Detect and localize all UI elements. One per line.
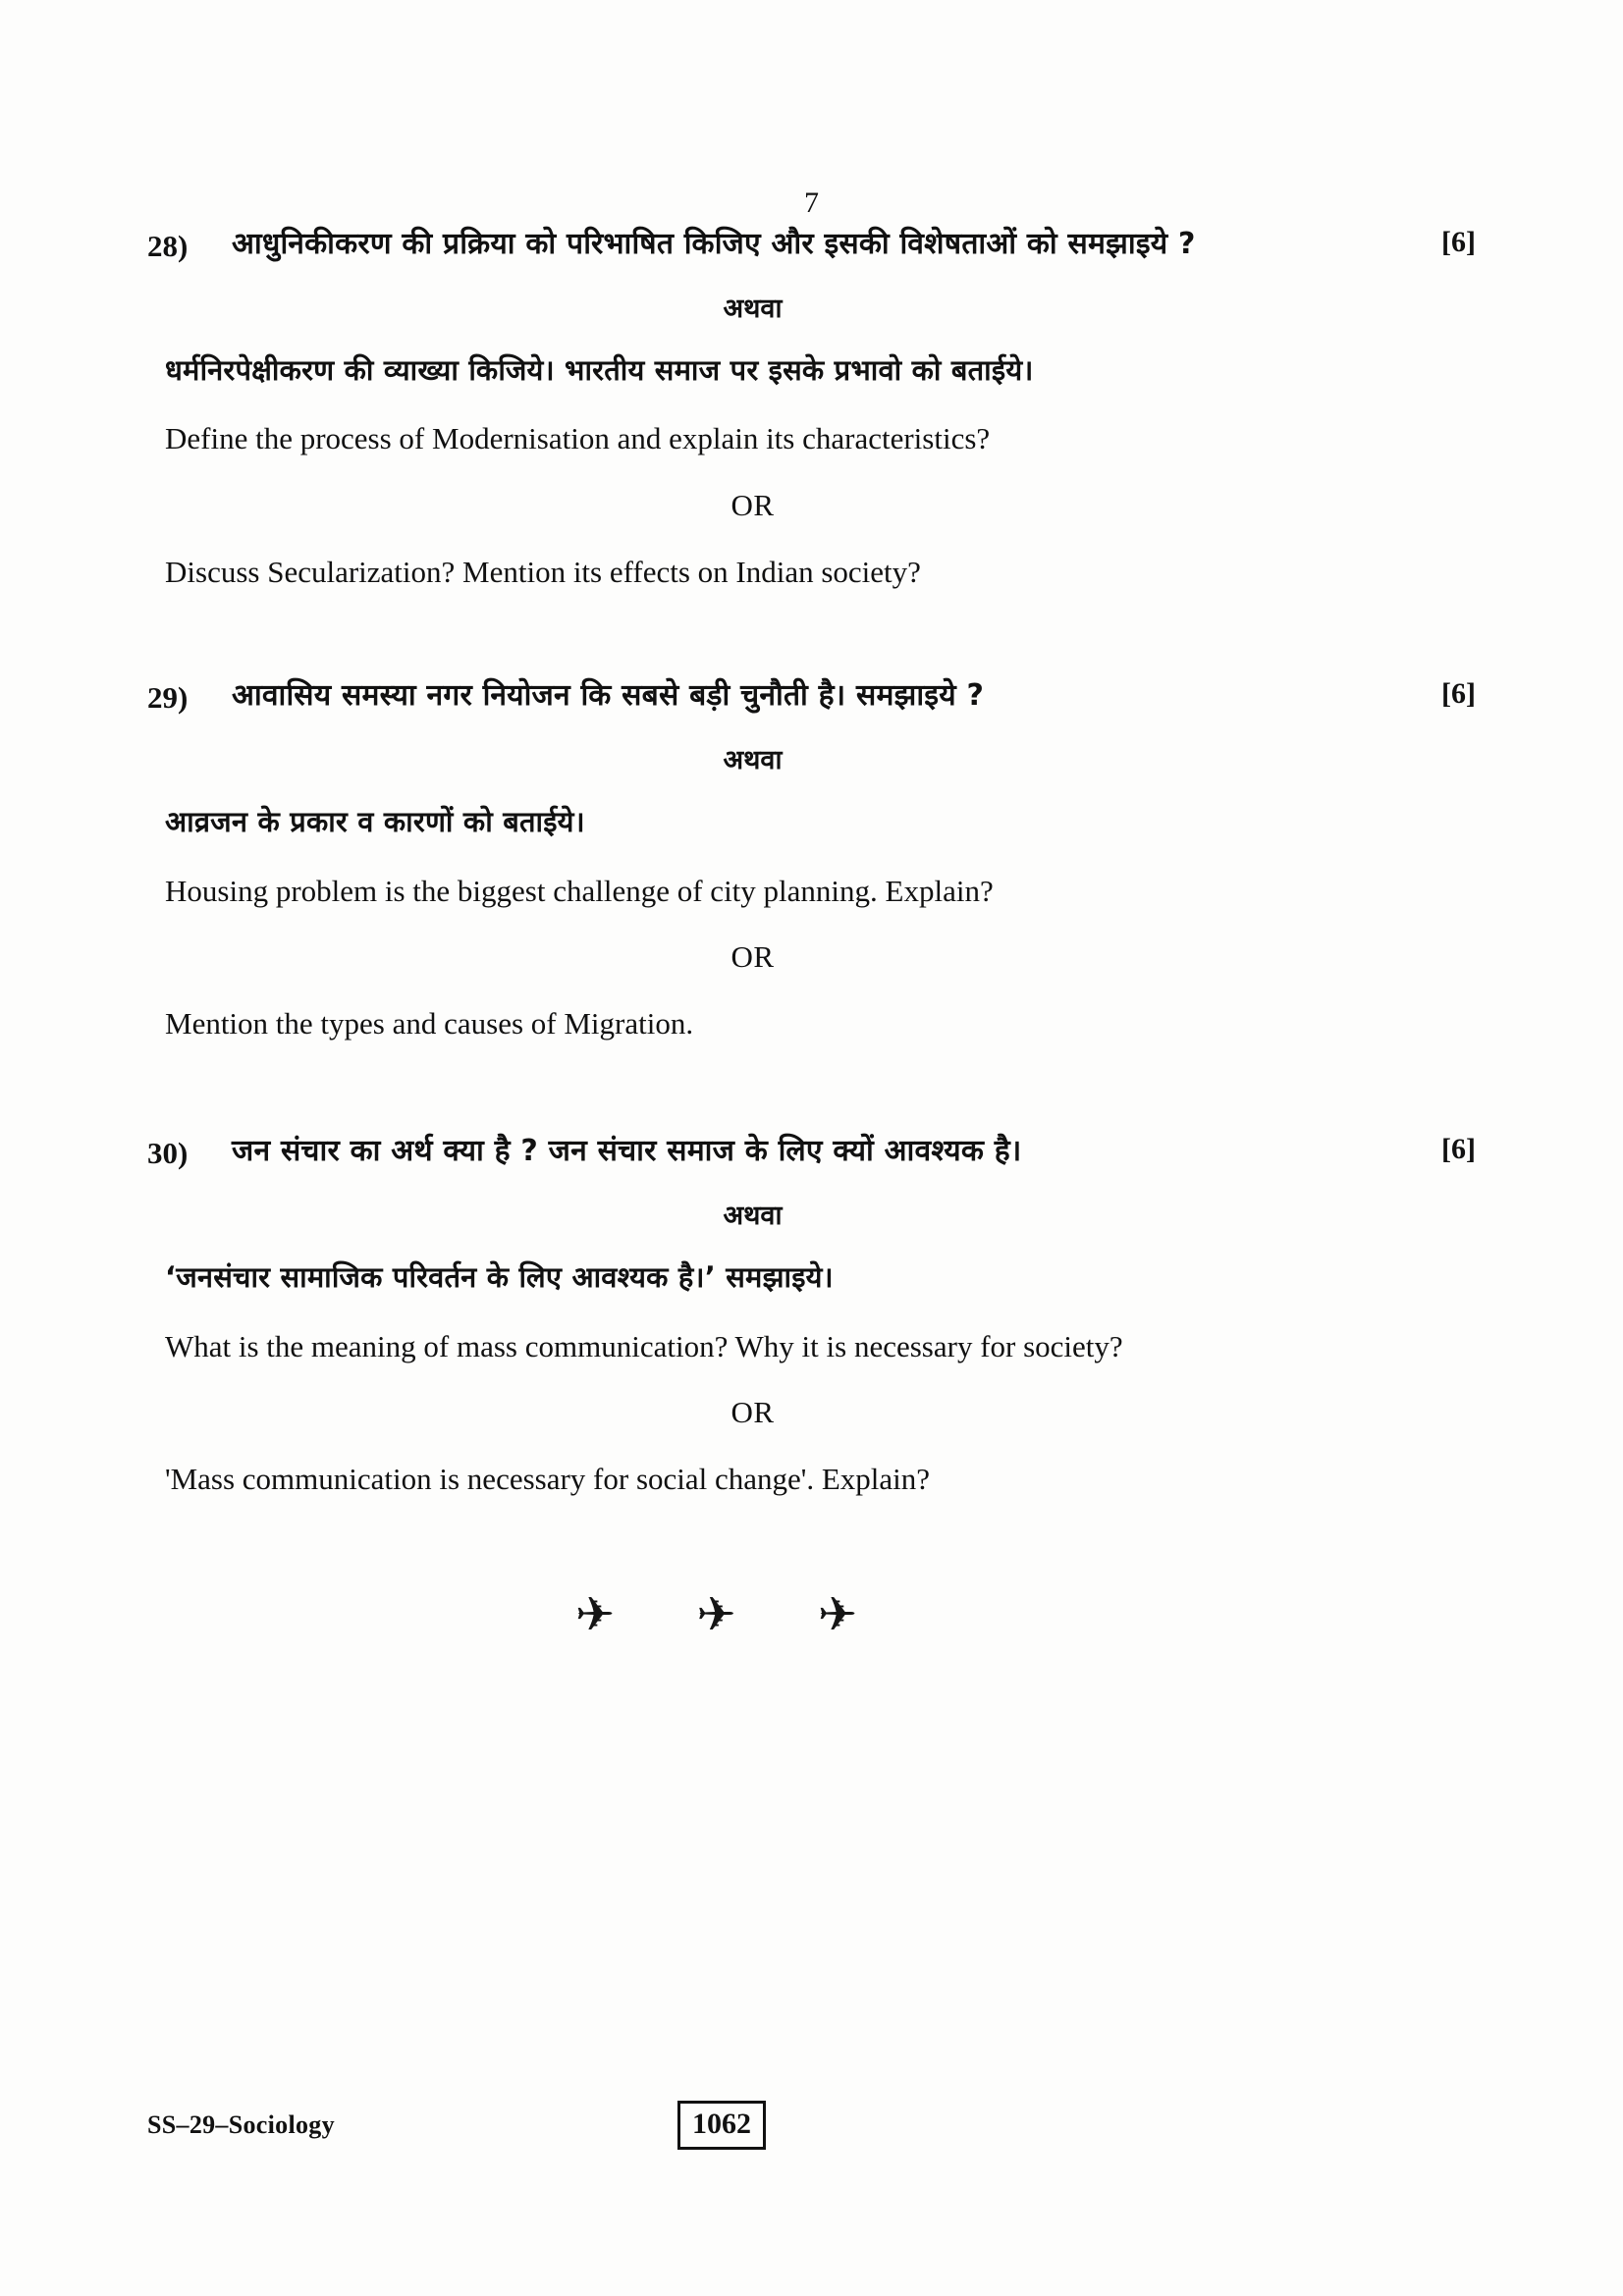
or-english-29: OR — [730, 939, 775, 975]
or-english-28: OR — [730, 487, 775, 522]
or-hindi-30: अथवा — [723, 1201, 783, 1232]
question-hindi-alt-28: धर्मनिरपेक्षीकरण की व्याख्या किजिये। भारतीय समाज पर इसके प्रभावो को बताईये। — [165, 352, 1034, 387]
question-english-alt-29: Mention the types and causes of Migration. — [165, 1006, 694, 1041]
question-english-30: What is the meaning of mass communication? Why it is necessary for society? — [165, 1328, 1123, 1363]
or-hindi-29: अथवा — [723, 745, 783, 776]
footer-subject-code: SS–29–Sociology — [147, 2110, 335, 2139]
question-hindi-30: जन संचार का अर्थ क्या है ? जन संचार समाज के लिए क्यों आवश्यक है। — [232, 1134, 1022, 1169]
or-hindi-28: अथवा — [723, 293, 783, 324]
question-hindi-29: आवासिय समस्या नगर नियोजन कि सबसे बड़ी चुनौती है। समझाइये ? — [232, 678, 985, 714]
page-number: 7 — [804, 187, 819, 219]
question-marks-29: [6] — [1441, 677, 1476, 711]
question-hindi-28: आधुनिकीकरण की प्रक्रिया को परिभाषित किजिए और इसकी विशेषताओं को समझाइये ? — [232, 227, 1196, 261]
question-heading-29 — [147, 675, 1476, 719]
page-content — [147, 187, 1476, 1642]
question-marks-30: [6] — [1441, 1133, 1476, 1166]
or-english-30: OR — [730, 1395, 775, 1430]
question-heading-28 — [147, 224, 1476, 267]
footer-paper-number: 1062 — [677, 2101, 766, 2150]
question-english-alt-30: 'Mass communication is necessary for social change'. Explain? — [165, 1462, 931, 1497]
question-english-28: Define the process of Modernisation and explain its characteristics? — [165, 421, 991, 456]
airplane-ornament-icon: ✈ ✈ ✈ — [574, 1586, 892, 1642]
question-spacer-2 — [147, 1044, 1476, 1131]
page-footer — [147, 2101, 1476, 2160]
question-number-30: 30) — [147, 1136, 189, 1171]
question-heading-30 — [147, 1131, 1476, 1174]
question-spacer-1 — [147, 593, 1476, 675]
question-english-29: Housing problem is the biggest challenge of city planning. Explain? — [165, 873, 994, 908]
question-marks-28: [6] — [1441, 226, 1476, 258]
question-hindi-alt-29: आव्रजन के प्रकार व कारणों को बताईये। — [165, 805, 585, 839]
question-block-28 — [147, 224, 1476, 593]
question-number-29: 29) — [147, 680, 189, 716]
question-english-alt-28: Discuss Secularization? Mention its effects on Indian society? — [165, 554, 921, 589]
question-block-29 — [147, 675, 1476, 1044]
question-number-28: 28) — [147, 229, 189, 263]
question-hindi-alt-30: ‘जनसंचार सामाजिक परिवर्तन के लिए आवश्यक है।’ समझाइये। — [165, 1260, 834, 1295]
question-block-30 — [147, 1131, 1476, 1500]
